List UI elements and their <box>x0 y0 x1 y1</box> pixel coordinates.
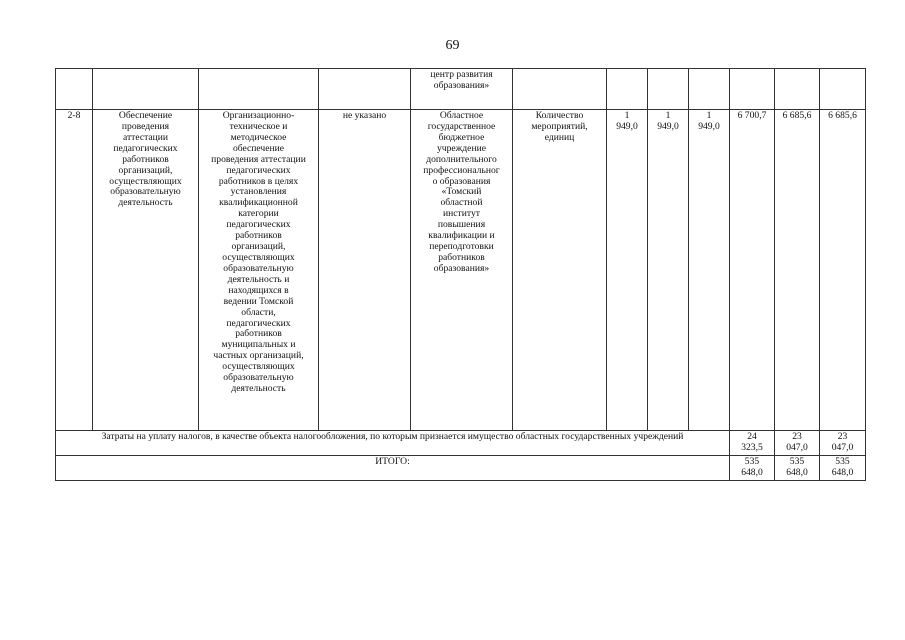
cell-total-amount-3: 535 648,0 <box>820 455 866 480</box>
cell-empty <box>199 69 319 110</box>
cell-empty <box>513 69 607 110</box>
cell-tax-amount-3: 23 047,0 <box>820 431 866 456</box>
cell-task: Обеспечение проведения аттестации педагогических работников организаций, осуществляющих образовательную деятельность <box>93 110 199 431</box>
page-number: 69 <box>445 38 460 53</box>
cell-item-number: 2-8 <box>56 110 93 431</box>
table-row-continuation <box>56 69 866 110</box>
cell-quantity-3: 1 949,0 <box>689 110 730 431</box>
cell-total-amount-2: 535 648,0 <box>775 455 820 480</box>
cell-activity: Организационно- техническое и методическое обеспечение проведения аттестации педагогических работников в целях установления квалификационной категории педагогических работников организаций, осуществляющих образовательную деятельность и находящихся в ведении Томской области, педагогических работников муниципальных и частных организаций, осуществляющих образовательную деятельность <box>199 110 319 431</box>
cell-executor: Областное государственное бюджетное учреждение дополнительного профессиональног о образования «Томский областной институт повышения квалификации и переподготовки работников образования» <box>411 110 513 431</box>
table-row-item-2-8 <box>56 110 866 431</box>
cell-total-label: ИТОГО: <box>56 455 730 480</box>
cell-indicator-code: не указано <box>319 110 411 431</box>
cell-empty <box>319 69 411 110</box>
cell-empty <box>730 69 775 110</box>
cell-total-amount-1: 535 648,0 <box>730 455 775 480</box>
table-row-tax-costs <box>56 431 866 456</box>
cell-empty <box>689 69 730 110</box>
table-row-total <box>56 455 866 480</box>
cell-amount-2: 6 685,6 <box>775 110 820 431</box>
cell-amount-3: 6 685,6 <box>820 110 866 431</box>
cell-tax-amount-2: 23 047,0 <box>775 431 820 456</box>
cell-executor-tail: центр развития образования» <box>411 69 513 110</box>
cell-tax-amount-1: 24 323,5 <box>730 431 775 456</box>
cell-tax-costs-label: Затраты на уплату налогов, в качестве объекта налогообложения, по которым признается имущество областных государственных учреждений <box>56 431 730 456</box>
cell-unit: Количество мероприятий, единиц <box>513 110 607 431</box>
cell-quantity-2: 1 949,0 <box>648 110 689 431</box>
cell-empty <box>56 69 93 110</box>
cell-quantity-1: 1 949,0 <box>607 110 648 431</box>
cell-empty <box>775 69 820 110</box>
cell-amount-1: 6 700,7 <box>730 110 775 431</box>
budget-table <box>55 68 866 481</box>
cell-empty <box>607 69 648 110</box>
cell-empty <box>648 69 689 110</box>
cell-empty <box>93 69 199 110</box>
cell-empty <box>820 69 866 110</box>
